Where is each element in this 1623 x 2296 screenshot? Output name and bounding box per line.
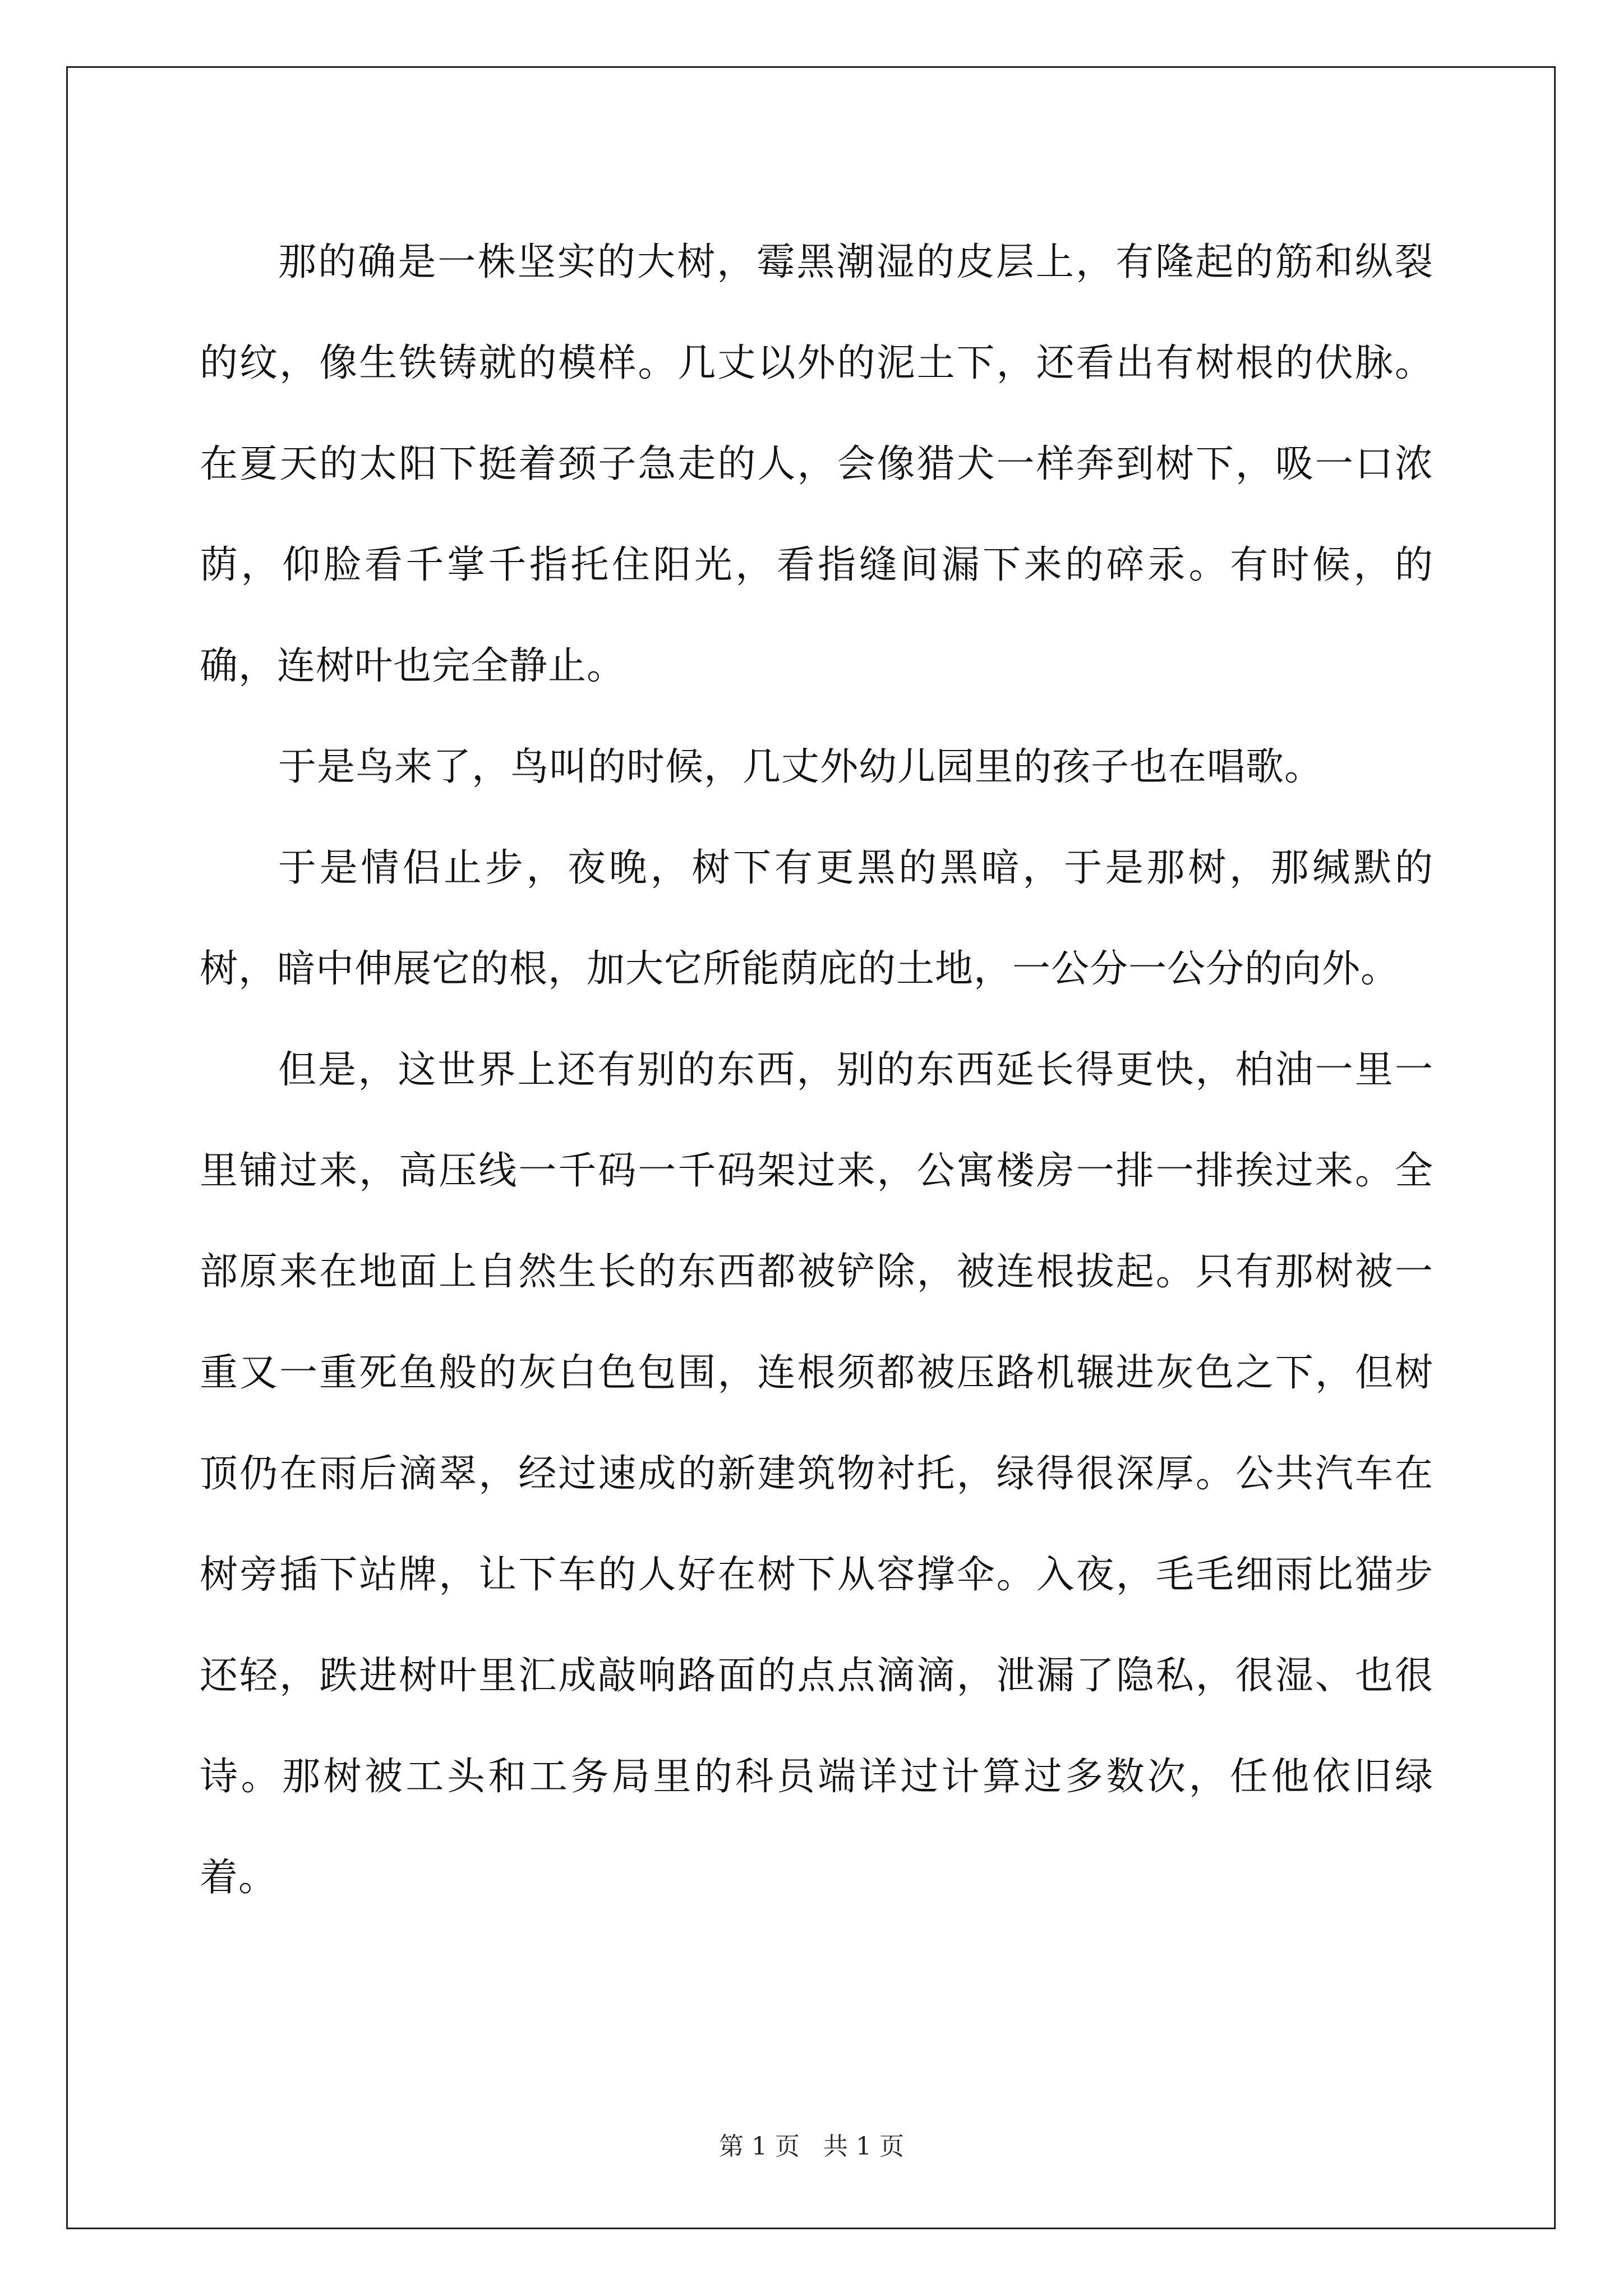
document-body <box>200 212 1433 1929</box>
page-number-total: 共 1 页 <box>823 2132 904 2161</box>
page-number-current: 第 1 页 <box>719 2132 800 2161</box>
paragraph-1: 那的确是一株坚实的大树，霉黑潮湿的皮层上，有隆起的筋和纵裂的纹，像生铁铸就的模样。几丈以外的泥土下，还看出有树根的伏脉。在夏天的太阳下挺着颈子急走的人，会像猎犬一样奔到树下，吸一口浓荫，仰脸看千掌千指托住阳光，看指缝间漏下来的碎汞。有时候，的确，连树叶也完全静止。 <box>200 240 1433 688</box>
paragraph-4: 但是，这世界上还有别的东西，别的东西延长得更快，柏油一里一里铺过来，高压线一千码一千码架过来，公寓楼房一排一排挨过来。全部原来在地面上自然生长的东西都被铲除，被连根拔起。只有那树被一重又一重死鱼般的灰白色包围，连根须都被压路机辗进灰色之下，但树顶仍在雨后滴翠，经过速成的新建筑物衬托，绿得很深厚。公共汽车在树旁插下站牌，让下车的人好在树下从容撑伞。入夜，毛毛细雨比猫步还轻，跌进树叶里汇成敲响路面的点点滴滴，泄漏了隐私，很湿、也很诗。那树被工头和工务局里的科员端详过计算过多数次，任他依旧绿着。 <box>200 1048 1433 1900</box>
page-footer <box>0 2126 1623 2162</box>
paragraph-2: 于是鸟来了，鸟叫的时候，几丈外幼儿园里的孩子也在唱歌。 <box>278 745 1324 789</box>
paragraph-3: 于是情侣止步，夜晚，树下有更黑的黑暗，于是那树，那缄默的树，暗中伸展它的根，加大它所能荫庇的土地，一公分一公分的向外。 <box>200 846 1433 991</box>
